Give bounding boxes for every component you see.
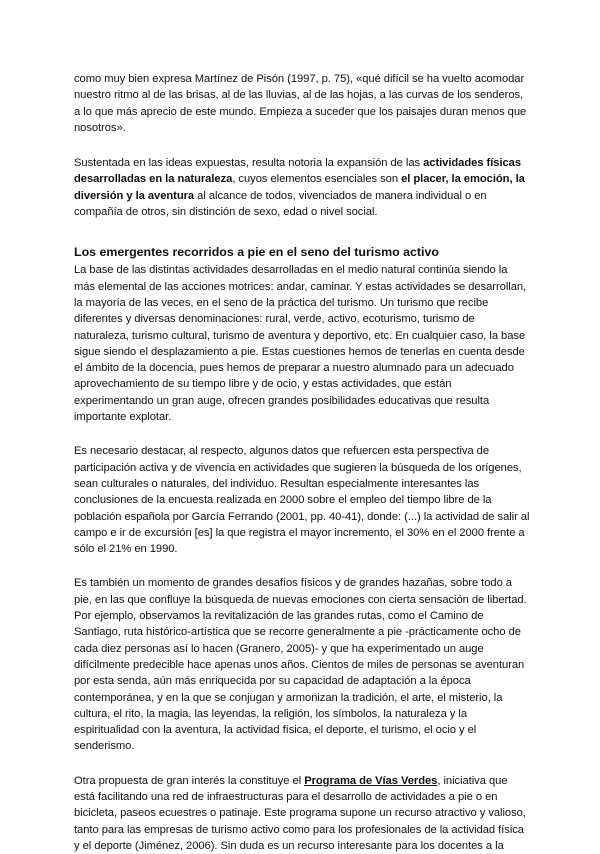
link-programa-vias-verdes[interactable]: Programa de Vías Verdes bbox=[304, 774, 438, 787]
text-run: al alcance de todos, vivenciados de manera individual o en compañía de otros, sin distinción de sexo, edad o nivel social. bbox=[74, 189, 487, 219]
text-run: Sustentada en las ideas expuestas, resulta notoria la expansión de las bbox=[74, 157, 424, 170]
paragraph-quote: como muy bien expresa Martínez de Pisón (1997, p. 75), «qué difícil se ha vuelto acomodar nuestro ritmo al de las brisas, al de las lluvias, al de las hojas, a las curvas de los senderos, a lo que más aprecio de este mundo. Empieza a suceder que los paisajes duran menos que nosotros». bbox=[74, 73, 527, 134]
paragraph-desafios: Es también un momento de grandes desafíos físicos y de grandes hazañas, sobre todo a pie, en las que confluye la búsqueda de nuevas emociones con cierta sensación de libertad. Por ejemplo, observamos la revitalización de las grandes rutas, como el Camino de Santiago, ruta histórico-artística que se recorre generalmente a pie -prácticamente ocho de cada diez personas así lo hacen (Granero, 2005)- y que ha experimentado un auge difícilmente predecible hace apenas unos años. Cientos de miles de personas se aventuran por esta senda, aún más enriquecida por su capacidad de adaptación a la época contemporánea, y en la que se conjugan y armonizan la tradición, el arte, el misterio, la cultura, el rito, la magia, las leyendas, la religión, los símbolos, la naturaleza y la espiritualidad con la aventura, la actividad física, el deporte, el turismo, el ocio y el senderismo. bbox=[74, 577, 527, 753]
paragraph-vias-verdes bbox=[74, 773, 530, 854]
bold-phrase-placer: el placer, la emoción, la diversión y la aventura bbox=[74, 173, 525, 202]
section-heading: Los emergentes recorridos a pie en el seno del turismo activo bbox=[74, 245, 439, 260]
text-run: Otra propuesta de gran interés la constituye el bbox=[74, 774, 305, 787]
text-run: , cuyos elementos esenciales son bbox=[232, 173, 402, 186]
paragraph-base: La base de las distintas actividades desarrolladas en el medio natural continúa siendo la más elemental de las acciones motrices: andar, caminar. Y estas actividades se desarrollan, la mayoría de las veces, en el seno de la práctica del turismo. Un turismo que recibe diferentes y diversas denominaciones: rural, verde, activo, ecoturismo, turismo de naturaleza, turismo cultural, turismo de aventura y deportivo, etc. En cualquier caso, la base sigue siendo el desplazamiento a pie. Estas cuestiones hemos de tenerlas en cuenta desde el ámbito de la docencia, pues hemos de preparar a nuestro alumnado para un adecuado aprovechamiento de su tiempo libre y de ocio, y estas actividades, que están experimentando un gran auge, ofrecen grandes posibilidades educativas que resulta importante explotar. bbox=[74, 264, 527, 424]
paragraph-expansion bbox=[74, 155, 530, 220]
text-run: , iniciativa que está facilitando una red de infraestructuras para el desarrollo de actividades a pie o en bicicleta, paseos ecuestres o patinaje. Este programa supone un recurso atractivo y valioso, tanto para las empresas de turismo activo como para los profesionales de la actividad física y el deporte (Jiménez, 2006). Sin duda es un recurso interesante para los docentes a la bbox=[74, 774, 526, 852]
paragraph-datos: Es necesario destacar, al respecto, algunos datos que refuercen esta perspectiva de participación activa y de vivencia en actividades que sugieren la búsqueda de los orígenes, sean culturales o naturales, del individuo. Resultan especialmente interesantes las conclusiones de la encuesta realizada en 2000 sobre el empleo del tiempo libre de la población española por García Ferrando (2001, pp. 40-41), donde: (...) la actividad de salir al campo e ir de excursión [es] la que registra el mayor incremento, el 30% en el 2000 frente a sólo el 21% en 1990. bbox=[74, 445, 530, 556]
bold-phrase-actividades: actividades físicas desarrolladas en la naturaleza bbox=[74, 157, 522, 186]
